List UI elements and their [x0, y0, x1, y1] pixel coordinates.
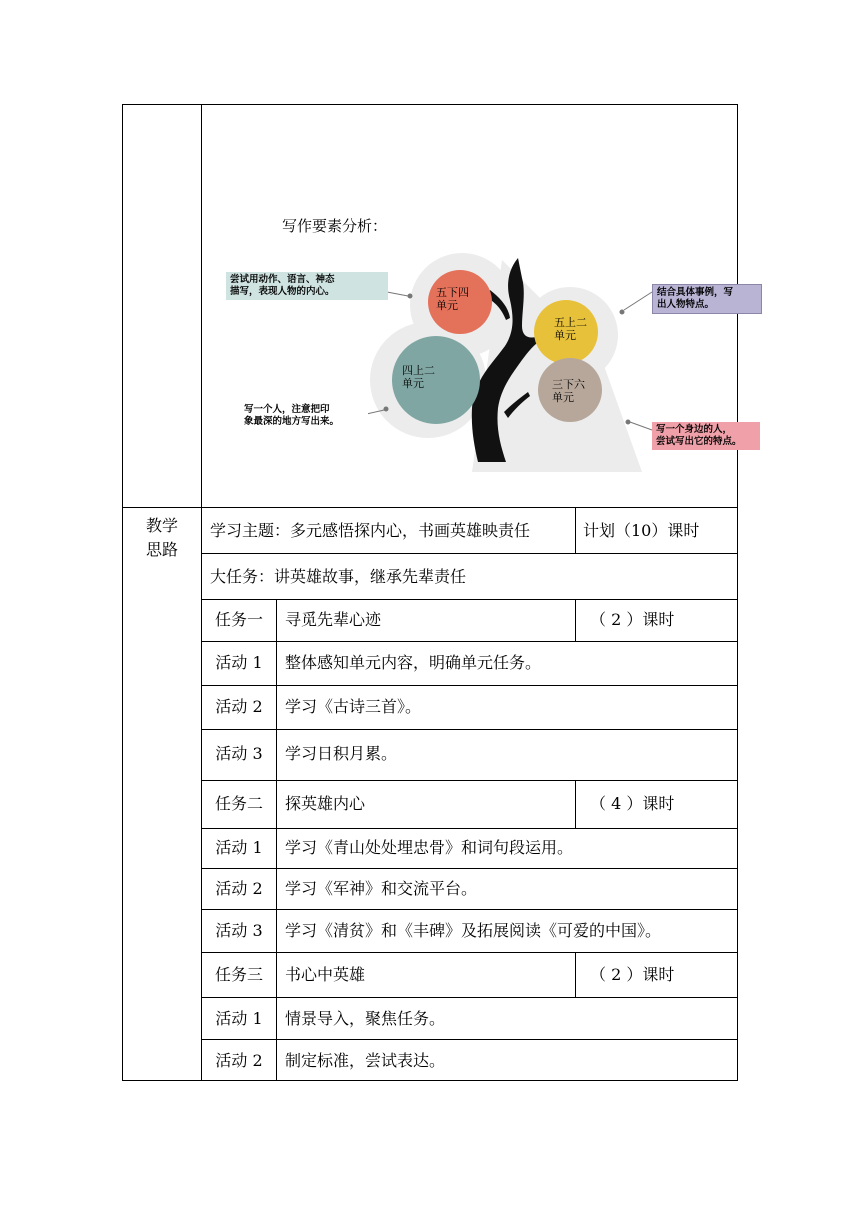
callout-4: 写一个身边的人， 尝试写出它的特点。 — [652, 422, 760, 450]
row-divider — [201, 1039, 738, 1040]
row-divider — [201, 909, 738, 910]
writing-analysis-title: 写作要素分析： — [282, 217, 388, 235]
activity-text: 制定标准，尝试表达。 — [285, 1051, 446, 1070]
row-divider — [201, 729, 738, 730]
node-label-3: 四上二 单元 — [402, 364, 435, 390]
row-divider — [122, 507, 738, 508]
row-divider — [201, 828, 738, 829]
activity-text: 学习《青山处处埋忠骨》和词句段运用。 — [285, 838, 574, 857]
row-divider — [201, 780, 738, 781]
activity-label: 活动 2 — [215, 1051, 263, 1070]
row-divider — [201, 553, 738, 554]
task-title: 寻觅先辈心迹 — [285, 610, 382, 629]
plan-col-divider — [575, 507, 576, 554]
table-border-left — [122, 104, 123, 1081]
task-title: 书心中英雄 — [285, 965, 366, 984]
hours-col-divider — [575, 780, 576, 828]
section-label — [123, 514, 201, 562]
table-border-top — [122, 104, 738, 105]
activity-text: 整体感知单元内容，明确单元任务。 — [285, 653, 542, 672]
row-divider — [201, 599, 738, 600]
activity-label: 活动 1 — [215, 653, 263, 672]
task-label: 任务一 — [214, 610, 263, 629]
row-divider — [201, 868, 738, 869]
row-divider — [201, 952, 738, 953]
hours-col-divider — [575, 952, 576, 997]
callout-1: 尝试用动作、语言、神态 描写，表现人物的内心。 — [226, 272, 388, 300]
section-label-line2: 思路 — [145, 540, 178, 559]
node-label-4: 三下六 单元 — [552, 378, 585, 404]
label-col-divider — [276, 599, 277, 1081]
activity-text: 学习日积月累。 — [285, 744, 398, 763]
plan-hours: 计划（10）课时 — [583, 521, 700, 540]
callout-3: 写一个人，注意把印 象最深的地方写出来。 — [240, 402, 368, 430]
activity-label: 活动 1 — [215, 1009, 263, 1028]
activity-label: 活动 3 — [215, 744, 263, 763]
node-label-1: 五下四 单元 — [436, 286, 469, 312]
hours-col-divider — [575, 599, 576, 641]
big-task: 大任务：讲英雄故事，继承先辈责任 — [210, 567, 467, 586]
callout-2: 结合具体事例，写 出人物特点。 — [652, 284, 762, 314]
task-label: 任务三 — [214, 965, 263, 984]
row-divider — [201, 641, 738, 642]
writing-elements-diagram — [222, 240, 762, 472]
task-title: 探英雄内心 — [285, 794, 366, 813]
activity-text: 学习《军神》和交流平台。 — [285, 879, 478, 898]
activity-label: 活动 1 — [215, 838, 263, 857]
node-label-2: 五上二 单元 — [554, 316, 587, 342]
activity-label: 活动 2 — [215, 879, 263, 898]
row-divider — [201, 997, 738, 998]
task-hours: （ 2 ）课时 — [590, 610, 675, 629]
task-label: 任务二 — [214, 794, 263, 813]
task-hours: （ 2 ）课时 — [590, 965, 675, 984]
theme-text: 学习主题：多元感悟探内心，书画英雄映责任 — [210, 521, 531, 540]
activity-text: 学习《古诗三首》。 — [285, 697, 422, 716]
section-label-line1: 教学 — [145, 516, 178, 535]
task-hours: （ 4 ）课时 — [590, 794, 675, 813]
activity-text: 学习《清贫》和《丰碑》及拓展阅读《可爱的中国》。 — [285, 921, 662, 940]
table-border-bottom — [122, 1080, 738, 1081]
activity-label: 活动 2 — [215, 697, 263, 716]
row-divider — [201, 685, 738, 686]
activity-label: 活动 3 — [215, 921, 263, 940]
activity-text: 情景导入，聚焦任务。 — [285, 1009, 446, 1028]
